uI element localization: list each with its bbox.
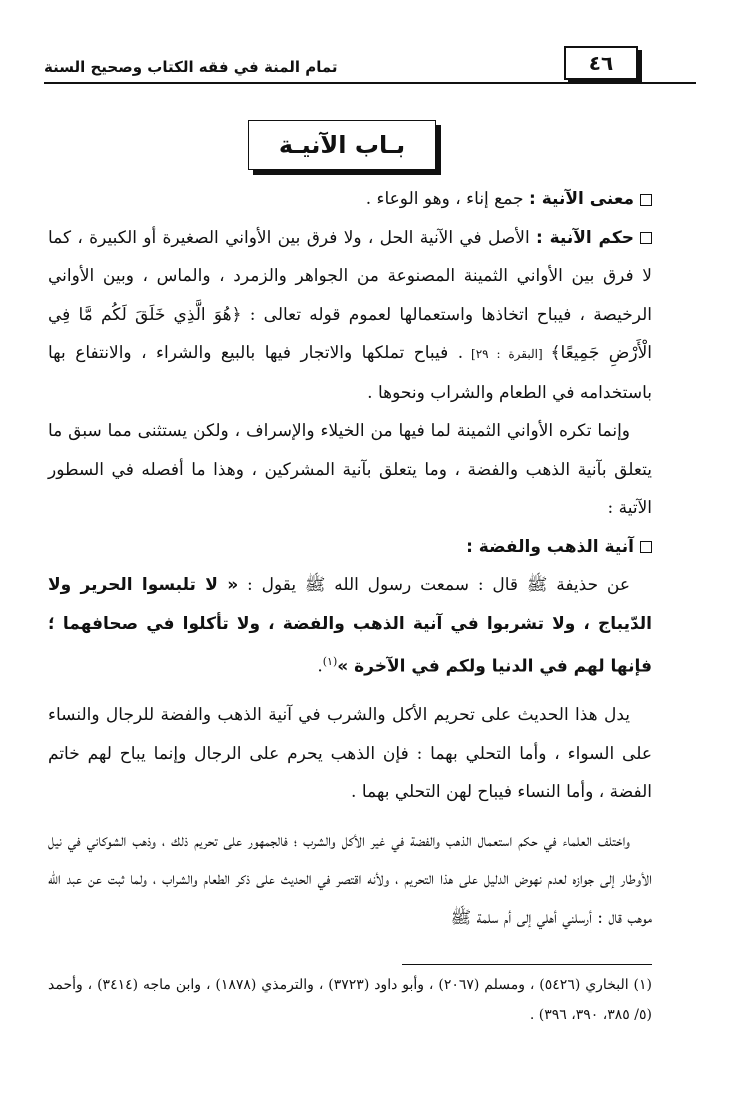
paragraph-scholars: واختلف العلماء في حكم استعمال الذهب والفضة في غير الأكل والشرب ؛ فالجمهور على تحريم ذلك ، وذهب الشوكاني في نيل الأوطار إلى جوازه لعدم نهوض الدليل على هذا التحريم ، ولأنه اقتصر في الحديث على ذكر الطعام والشراب ، ولما ثبت عن عبد الله موهب قال : أرسلني أهلي إلى أم سلمة ﷺ bbox=[48, 830, 652, 928]
term-gold-silver: آنية الذهب والفضة : bbox=[466, 536, 634, 557]
term-ruling: حكم الآنية : bbox=[536, 227, 634, 248]
paragraph-ruling-explained: يدل هذا الحديث على تحريم الأكل والشرب في آنية الذهب والفضة للرجال والنساء على السواء ، وأما التحلي بهما : فإن الذهب يحرم على الرجال وإنما يباح لهم خاتم الفضة ، وأما النساء فيباح لهن التحلي بهما . bbox=[48, 705, 652, 803]
running-title: تمام المنة في فقه الكتاب وصحيح السنة bbox=[44, 58, 338, 76]
paragraph-exceptions: وإنما تكره الأواني الثمينة لما فيها من الخيلاء والإسراف ، ولكن يستثنى مما سبق ما يتعلق بآنية الذهب والفضة ، وما يتعلق بآنية المشركين ، وهذا ما أفصله في السطور الآتية : bbox=[48, 421, 652, 518]
ruling-text: الأصل في الآنية الحل ، ولا فرق بين الأواني الصغيرة أو الكبيرة ، كما لا فرق بين الأواني الثمينة المصنوعة من الجواهر والزمرد ، والماس ، وبين الأواني الرخيصة ، فيباح اتخاذها واستعمالها لعموم قوله تعالى : ﴿هُوَ الَّذِي خَلَقَ لَكُم مَّا فِي الْأَرْضِ جَمِيعًا﴾ bbox=[48, 227, 652, 363]
page-number: ٤٦ bbox=[564, 46, 638, 80]
square-bullet-icon bbox=[640, 232, 652, 244]
body-text bbox=[48, 180, 652, 937]
paragraph-meaning bbox=[48, 180, 652, 219]
square-bullet-icon bbox=[640, 194, 652, 206]
heading-gold-silver bbox=[48, 528, 652, 567]
header-rule bbox=[44, 82, 696, 84]
meaning-text: جمع إناء ، وهو الوعاء . bbox=[365, 189, 529, 209]
term-meaning: معنى الآنية : bbox=[528, 189, 634, 209]
paragraph-hadith: عن حذيفة ﷺ قال : سمعت رسول الله ﷺ يقول : « لا تلبسوا الحرير ولا الدّيباج ، ولا تشربوا في آنية الذهب والفضة ، ولا تأكلوا في صحافهما ؛ فإنها لهم في الدنيا ولكم في الآخرة »$^{(١)}$. bbox=[48, 575, 652, 677]
quran-reference: [البقرة : ٢٩] bbox=[463, 347, 551, 361]
footnote-1: (١) البخاري (٥٤٢٦) ، ومسلم (٢٠٦٧) ، وأبو داود (٣٧٢٣) ، والترمذي (١٨٧٨) ، وابن ماجه (٣٤١٤) ، وأحمد (٥/ ٣٨٥، ٣٩٠، ٣٩٦) . bbox=[48, 977, 652, 1023]
page-header bbox=[44, 46, 696, 92]
footnote-rule bbox=[402, 964, 652, 965]
ruling-text-2: . فيباح تملكها والاتجار فيها بالبيع والشراء ، والانتفاع بها باستخدامه في الطعام والشراب ونحوها . bbox=[48, 343, 652, 403]
hadith-text: « لا تلبسوا الحرير ولا الدّيباج ، ولا تشربوا في آنية الذهب والفضة ، ولا تأكلوا في صحافهما ؛ فإنها لهم في الدنيا ولكم في الآخرة » bbox=[48, 575, 652, 677]
square-bullet-icon bbox=[640, 541, 652, 553]
chapter-title: بـاب الآنيـة bbox=[248, 120, 436, 170]
hadith-intro: عن حذيفة ﷺ قال : سمعت رسول الله ﷺ يقول : bbox=[238, 575, 630, 595]
paragraph-ruling bbox=[48, 219, 652, 413]
footnotes bbox=[48, 970, 652, 1030]
footnote-marker: (١) bbox=[322, 655, 338, 668]
